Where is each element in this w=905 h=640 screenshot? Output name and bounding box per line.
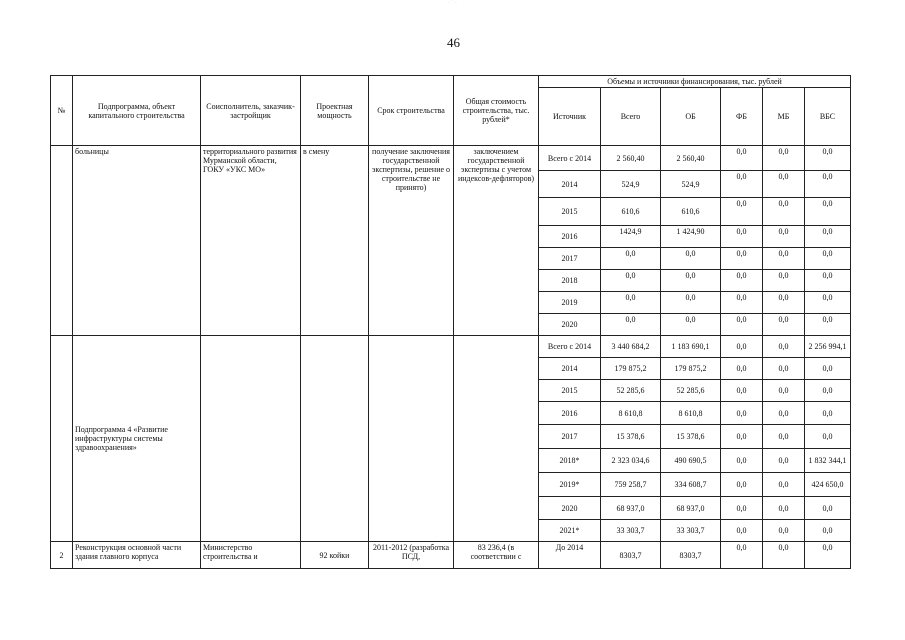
table-cell: 33 303,7 <box>601 520 661 542</box>
block-hospital <box>51 146 851 336</box>
table-cell: 0,0 <box>763 336 805 358</box>
table-cell: 0,0 <box>721 497 763 520</box>
table-cell: 0,0 <box>721 314 763 336</box>
table-cell: 0,0 <box>763 497 805 520</box>
header-coexecutor: Соисполнитель, заказчик-застройщик <box>201 76 301 146</box>
header-fb: ФБ <box>721 88 763 146</box>
table-cell: 0,0 <box>721 402 763 425</box>
table-cell: 0,0 <box>763 248 805 270</box>
table-cell: 2020 <box>539 497 601 520</box>
header-ob: ОБ <box>661 88 721 146</box>
table-cell: 0,0 <box>763 358 805 380</box>
table-cell: 524,9 <box>601 171 661 198</box>
table-cell: 0,0 <box>721 542 763 569</box>
table-cell: 0,0 <box>721 520 763 542</box>
table-cell: 0,0 <box>763 425 805 449</box>
table-cell: 8 610,8 <box>601 402 661 425</box>
block2-coexecutor <box>201 336 301 542</box>
table-cell: 33 303,7 <box>661 520 721 542</box>
header-section <box>51 76 851 146</box>
table-cell: 610,6 <box>661 198 721 226</box>
table-cell: 0,0 <box>805 146 851 171</box>
table-cell: 0,0 <box>763 171 805 198</box>
table-cell: 0,0 <box>601 270 661 292</box>
table-cell: 0,0 <box>661 270 721 292</box>
table-cell: 0,0 <box>721 248 763 270</box>
table-cell: 0,0 <box>661 314 721 336</box>
table-cell: 0,0 <box>661 248 721 270</box>
table-cell: 0,0 <box>763 542 805 569</box>
table-cell: 610,6 <box>601 198 661 226</box>
table-cell: 0,0 <box>763 292 805 314</box>
block3-term: 2011-2012 (разработка ПСД, <box>369 542 454 569</box>
header-no: № <box>51 76 73 146</box>
header-vbs: ВБС <box>805 88 851 146</box>
table-cell: 0,0 <box>721 449 763 473</box>
table-cell: 15 378,6 <box>601 425 661 449</box>
table-cell: 0,0 <box>721 226 763 248</box>
table-cell: 1 183 690,1 <box>661 336 721 358</box>
table-cell: 68 937,0 <box>601 497 661 520</box>
table-cell: 2 323 034,6 <box>601 449 661 473</box>
table-cell: 2016 <box>539 402 601 425</box>
header-total-cost: Общая стоимость строительства, тыс. рублей* <box>454 76 539 146</box>
table-cell: 0,0 <box>721 198 763 226</box>
header-source: Источник <box>539 88 601 146</box>
table-cell: 0,0 <box>721 473 763 497</box>
table-cell: 8303,7 <box>601 542 661 569</box>
block1-term: получение заключения государственной экспертизы, решение о строительстве не принято) <box>369 146 454 336</box>
block3-coexecutor: Министерство строительства и <box>201 542 301 569</box>
table-cell: 0,0 <box>601 248 661 270</box>
header-mb: МБ <box>763 88 805 146</box>
table-cell: 0,0 <box>601 314 661 336</box>
table-cell: 2014 <box>539 171 601 198</box>
table-cell: 0,0 <box>721 292 763 314</box>
scan-speck: · ˙ · <box>448 0 457 6</box>
financing-table <box>50 75 851 569</box>
table-cell: 1 424,90 <box>661 226 721 248</box>
table-cell: 0,0 <box>721 380 763 402</box>
block1-object: больницы <box>73 146 201 336</box>
table-cell: 0,0 <box>805 402 851 425</box>
block2-capacity <box>301 336 369 542</box>
table-cell: 524,9 <box>661 171 721 198</box>
table-cell: 0,0 <box>805 314 851 336</box>
block3-object: Реконструкция основной части здания главного корпуса <box>73 542 201 569</box>
table-cell: До 2014 <box>539 542 601 569</box>
table-cell: 0,0 <box>721 336 763 358</box>
table-cell: 0,0 <box>763 314 805 336</box>
table-cell: 0,0 <box>763 402 805 425</box>
block3-capacity: 92 койки <box>301 542 369 569</box>
header-total: Всего <box>601 88 661 146</box>
table-cell: 0,0 <box>805 248 851 270</box>
table-cell: 2021* <box>539 520 601 542</box>
table-cell: 68 937,0 <box>661 497 721 520</box>
block3-no: 2 <box>51 542 73 569</box>
table-cell: 2020 <box>539 314 601 336</box>
block2-no <box>51 336 73 542</box>
table-cell: 0,0 <box>805 270 851 292</box>
block2-subprogram: Подпрограмма 4 «Развитие инфраструктуры системы здравоохранения» <box>73 336 201 542</box>
table-cell: 0,0 <box>763 146 805 171</box>
table-cell: 0,0 <box>805 292 851 314</box>
table-cell: 2019* <box>539 473 601 497</box>
table-cell: 2018* <box>539 449 601 473</box>
table-cell: 2 560,40 <box>661 146 721 171</box>
table-cell: 179 875,2 <box>601 358 661 380</box>
table-cell: 0,0 <box>721 425 763 449</box>
table-cell: 0,0 <box>805 226 851 248</box>
table-cell: 2 560,40 <box>601 146 661 171</box>
table-cell: 2015 <box>539 380 601 402</box>
header-term: Срок строительства <box>369 76 454 146</box>
table-cell: 0,0 <box>763 449 805 473</box>
table-cell: 424 650,0 <box>805 473 851 497</box>
table-cell: 2017 <box>539 425 601 449</box>
table-cell: 0,0 <box>763 226 805 248</box>
table-cell: 2016 <box>539 226 601 248</box>
table-cell: 0,0 <box>805 171 851 198</box>
block3-total-cost: 83 236,4 (в соответствии с <box>454 542 539 569</box>
table-cell: 1424,9 <box>601 226 661 248</box>
header-subprogram: Подпрограмма, объект капитального строительства <box>73 76 201 146</box>
table-cell: 2015 <box>539 198 601 226</box>
table-cell: 0,0 <box>601 292 661 314</box>
block1-capacity: в смену <box>301 146 369 336</box>
table-cell: 15 378,6 <box>661 425 721 449</box>
table-cell: 0,0 <box>721 146 763 171</box>
table-cell: Всего с 2014 <box>539 146 601 171</box>
table-row <box>51 336 851 358</box>
table-cell: 52 285,6 <box>601 380 661 402</box>
page-number: 46 <box>447 35 460 50</box>
table-cell: 0,0 <box>763 520 805 542</box>
table-cell: 759 258,7 <box>601 473 661 497</box>
table-cell: 0,0 <box>805 198 851 226</box>
block-subprogram-4 <box>51 336 851 542</box>
table-cell: 1 832 344,1 <box>805 449 851 473</box>
header-funding-group: Объемы и источники финансирования, тыс. рублей <box>539 76 851 88</box>
table-cell: 0,0 <box>805 497 851 520</box>
table-cell: 0,0 <box>763 270 805 292</box>
table-cell: 3 440 684,2 <box>601 336 661 358</box>
table-cell: 2 256 994,1 <box>805 336 851 358</box>
table-cell: 0,0 <box>763 473 805 497</box>
table-cell: 0,0 <box>763 380 805 402</box>
table-cell: 0,0 <box>763 198 805 226</box>
table-cell: 2019 <box>539 292 601 314</box>
block1-coexecutor: территориального развития Мурманской области, ГОКУ «УКС МО» <box>201 146 301 336</box>
table-cell: 0,0 <box>721 358 763 380</box>
table-cell: 2017 <box>539 248 601 270</box>
block1-total-cost: заключением государственной экспертизы с учетом индексов-дефляторов) <box>454 146 539 336</box>
table-cell: 8 610,8 <box>661 402 721 425</box>
table-cell: 0,0 <box>805 358 851 380</box>
table-cell: 0,0 <box>721 171 763 198</box>
table-cell: 0,0 <box>805 520 851 542</box>
table-cell: 179 875,2 <box>661 358 721 380</box>
table-cell: 0,0 <box>805 380 851 402</box>
block2-total-cost <box>454 336 539 542</box>
block-reconstruction <box>51 542 851 569</box>
table-row <box>51 542 851 569</box>
table-cell: 2014 <box>539 358 601 380</box>
table-cell: 0,0 <box>721 270 763 292</box>
block2-term <box>369 336 454 542</box>
table-cell: 0,0 <box>661 292 721 314</box>
table-cell: 490 690,5 <box>661 449 721 473</box>
table-cell: 0,0 <box>805 425 851 449</box>
table-cell: 2018 <box>539 270 601 292</box>
block1-no <box>51 146 73 336</box>
table-cell: 334 608,7 <box>661 473 721 497</box>
table-cell: 52 285,6 <box>661 380 721 402</box>
table-cell: Всего с 2014 <box>539 336 601 358</box>
table-cell: 8303,7 <box>661 542 721 569</box>
table-cell: 0,0 <box>805 542 851 569</box>
header-capacity: Проектная мощность <box>301 76 369 146</box>
